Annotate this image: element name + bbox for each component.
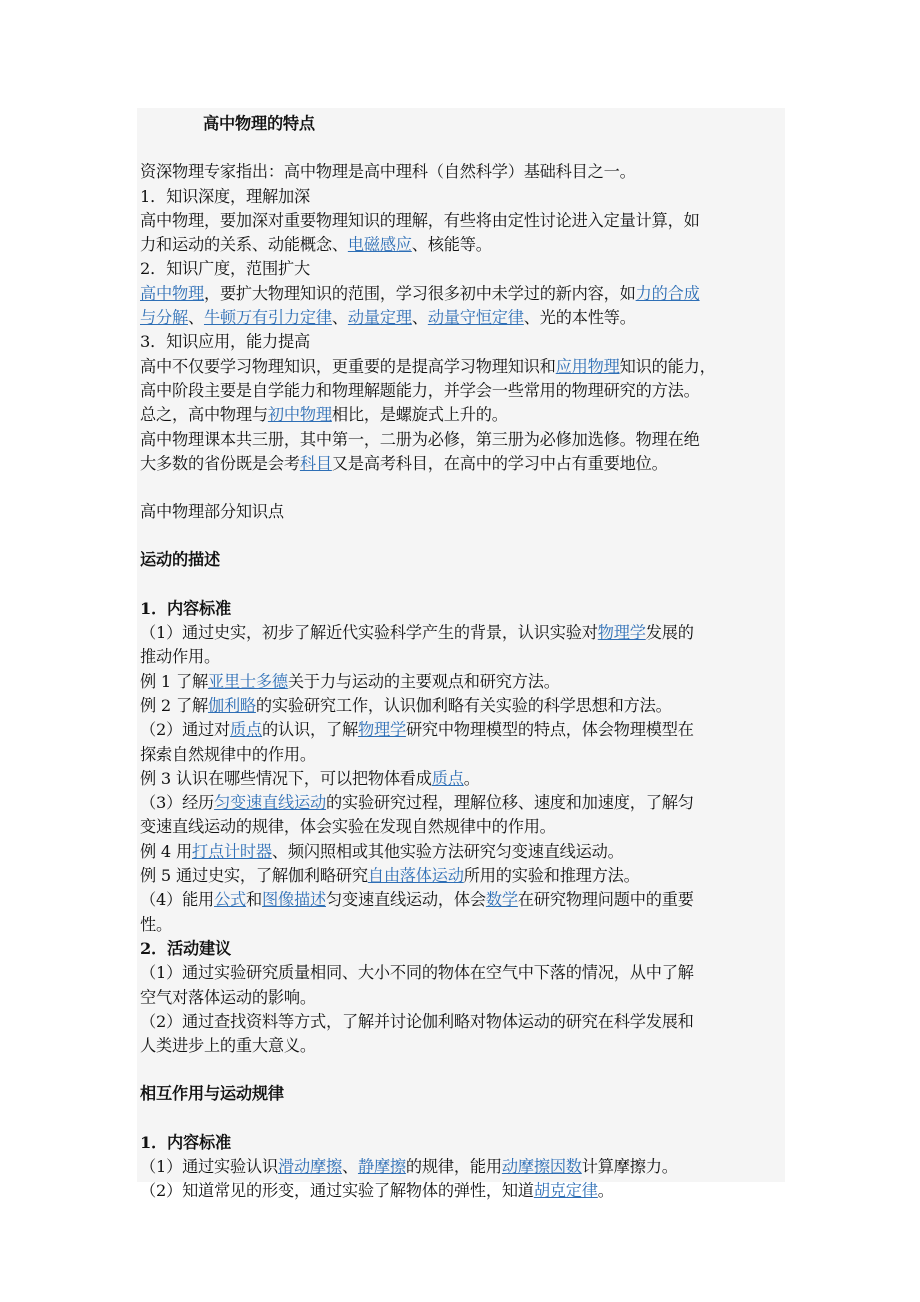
hyperlink[interactable]: 伽利略 [207, 695, 256, 715]
hyperlink[interactable]: 打点计时器 [191, 841, 272, 861]
text-span: 。 [597, 1181, 614, 1201]
document-body [140, 110, 785, 1204]
text-span: 相比，是螺旋式上升的。 [331, 405, 508, 425]
text-span: 匀变速直线运动，体会 [326, 890, 486, 910]
text-span: 关于力与运动的主要观点和研究方法。 [287, 671, 560, 691]
hyperlink[interactable]: 自由落体运动 [367, 866, 464, 886]
text-line [140, 233, 785, 257]
spacer [140, 1107, 785, 1131]
text-span: 发展的 [645, 623, 694, 643]
text-line [140, 209, 785, 233]
text-span: 总之，高中物理与 [140, 405, 268, 425]
hyperlink[interactable]: 初中物理 [267, 405, 332, 425]
hyperlink[interactable]: 动量定理 [347, 308, 412, 328]
text-span: 。 [463, 768, 480, 788]
text-span: 人类进步上的重大意义。 [140, 1036, 316, 1056]
hyperlink[interactable]: 数学 [485, 890, 518, 910]
text-line [140, 670, 785, 694]
text-span: 高中不仅要学习物理知识，更重要的是提高学习物理知识和 [140, 356, 556, 376]
text-line [140, 1155, 785, 1179]
text-span: 的认识，了解 [262, 720, 358, 740]
text-span: 研究中物理模型的特点，体会物理模型在 [405, 720, 694, 740]
text-span: 知识的能力， [619, 356, 716, 376]
hyperlink[interactable]: 亚里士多德 [207, 671, 288, 691]
hyperlink[interactable]: 静摩擦 [357, 1156, 406, 1176]
text-span: 大多数的省份既是会考 [140, 453, 300, 473]
text-line [140, 913, 785, 937]
text-line [140, 718, 785, 742]
text-line [140, 986, 785, 1010]
text-line [140, 1082, 785, 1106]
text-line [140, 330, 785, 354]
spacer [140, 1058, 785, 1082]
text-span: （2）通过查找资料等方式，了解并讨论伽利略对物体运动的研究在科学发展和 [140, 1011, 694, 1031]
hyperlink[interactable]: 动量守恒定律 [427, 308, 524, 328]
text-span: 、 [187, 308, 204, 328]
spacer [140, 476, 785, 500]
text-span: 空气对落体运动的影响。 [140, 987, 316, 1007]
text-line [140, 1010, 785, 1034]
hyperlink[interactable]: 图像描述 [262, 890, 326, 910]
spacer [140, 524, 785, 548]
text-span: 例 4 用 [140, 841, 192, 861]
text-span: 、频闪照相或其他实验方法研究匀变速直线运动。 [271, 841, 624, 861]
text-span: 3．知识应用，能力提高 [140, 332, 310, 352]
document-title: 高中物理的特点 [203, 114, 315, 133]
text-line [140, 548, 785, 572]
hyperlink[interactable]: 公式 [214, 890, 247, 910]
hyperlink[interactable]: 动摩擦因数 [501, 1156, 582, 1176]
text-span: 在研究物理问题中的重要 [517, 890, 694, 910]
text-line [140, 767, 785, 791]
text-line [140, 185, 785, 209]
text-span: 高中阶段主要是自学能力和物理解题能力，并学会一些常用的物理研究的方法。 [140, 380, 700, 400]
section-heading: 运动的描述 [140, 550, 220, 570]
text-span: 2．知识广度，范围扩大 [140, 259, 310, 279]
section-heading: 2．活动建议 [140, 938, 232, 958]
text-span: 、 [331, 308, 348, 328]
hyperlink[interactable]: 与分解 [140, 308, 188, 328]
text-span: （2）知道常见的形变，通过实验了解物体的弹性，知道 [140, 1181, 534, 1201]
text-line [140, 452, 785, 476]
hyperlink[interactable]: 科目 [299, 453, 332, 473]
text-span: 高中物理部分知识点 [140, 502, 284, 522]
text-span: 1．知识深度，理解加深 [140, 186, 310, 206]
hyperlink[interactable]: 牛顿万有引力定律 [203, 308, 332, 328]
text-span: 和 [246, 890, 263, 910]
text-span: 、 [411, 308, 428, 328]
text-span: 力和运动的关系、动能概念、 [140, 235, 348, 255]
text-span: 推动作用。 [140, 647, 220, 667]
text-span: 高中物理课本共三册，其中第一，二册为必修，第三册为必修加选修。物理在绝 [140, 429, 700, 449]
text-span: 的实验研究过程，理解位移、速度和加速度，了解匀 [325, 793, 694, 813]
text-span: 高中物理，要加深对重要物理知识的理解，有些将由定性讨论进入定量计算，如 [140, 210, 700, 230]
text-span: （1）通过实验研究质量相同、大小不同的物体在空气中下落的情况，从中了解 [140, 963, 694, 983]
text-line [140, 743, 785, 767]
hyperlink[interactable]: 质点 [431, 768, 464, 788]
text-line [140, 500, 785, 524]
text-span: 的实验研究工作，认识伽利略有关实验的科学思想和方法。 [255, 695, 672, 715]
hyperlink[interactable]: 应用物理 [555, 356, 620, 376]
text-line [140, 257, 785, 281]
text-span: 又是高考科目，在高中的学习中占有重要地位。 [331, 453, 668, 473]
text-span: 例 3 认识在哪些情况下，可以把物体看成 [140, 768, 432, 788]
hyperlink[interactable]: 电磁感应 [347, 235, 412, 255]
text-line [140, 160, 785, 184]
section-heading: 1．内容标准 [140, 1132, 232, 1152]
spacer [140, 136, 785, 160]
text-line [140, 1034, 785, 1058]
text-span: ，要扩大物理知识的范围，学习很多初中未学过的新内容，如 [203, 283, 636, 303]
text-span: 例 1 了解 [140, 671, 208, 691]
text-span: （3）经历 [140, 793, 215, 813]
text-span: （4）能用 [140, 890, 215, 910]
text-line [140, 694, 785, 718]
text-line [140, 379, 785, 403]
text-line [140, 815, 785, 839]
text-line [140, 645, 785, 669]
text-line [140, 355, 785, 379]
text-span: 变速直线运动的规律，体会实验在发现自然规律中的作用。 [140, 817, 556, 837]
document-page [137, 108, 785, 1201]
text-line [140, 282, 785, 306]
text-span: 例 2 了解 [140, 695, 208, 715]
hyperlink[interactable]: 物理学 [597, 623, 646, 643]
text-line [140, 1179, 785, 1203]
text-line [140, 961, 785, 985]
text-line [140, 937, 785, 961]
text-line [140, 403, 785, 427]
text-line [140, 888, 785, 912]
hyperlink[interactable]: 质点 [230, 720, 263, 740]
section-heading: 相互作用与运动规律 [140, 1084, 284, 1104]
spacer [140, 573, 785, 597]
text-span: 例 5 通过史实，了解伽利略研究 [140, 866, 368, 886]
text-line [140, 428, 785, 452]
text-span: 所用的实验和推理方法。 [463, 866, 640, 886]
text-span: （1）通过史实，初步了解近代实验科学产生的背景，认识实验对 [140, 623, 598, 643]
text-span: 、 [341, 1156, 358, 1176]
hyperlink[interactable]: 胡克定律 [533, 1181, 598, 1201]
text-line [140, 1131, 785, 1155]
text-span: 性。 [140, 914, 172, 934]
text-line [140, 621, 785, 645]
text-span: 资深物理专家指出：高中物理是高中理科（自然科学）基础科目之一。 [140, 162, 636, 182]
text-span: （2）通过对 [140, 720, 231, 740]
text-span: 、核能等。 [411, 235, 492, 255]
text-line [140, 840, 785, 864]
section-heading: 1．内容标准 [140, 598, 232, 618]
hyperlink[interactable]: 力的合成 [635, 283, 700, 303]
text-span: 探索自然规律中的作用。 [140, 744, 316, 764]
text-line [140, 791, 785, 815]
hyperlink[interactable]: 匀变速直线运动 [214, 793, 326, 813]
text-span: 的规律，能用 [405, 1156, 502, 1176]
text-span: 、光的本性等。 [523, 308, 636, 328]
text-line [140, 306, 785, 330]
hyperlink[interactable]: 高中物理 [140, 283, 204, 303]
hyperlink[interactable]: 物理学 [357, 720, 406, 740]
text-line [140, 597, 785, 621]
hyperlink[interactable]: 滑动摩擦 [278, 1156, 342, 1176]
text-span: （1）通过实验认识 [140, 1156, 278, 1176]
text-line [140, 864, 785, 888]
text-span: 计算摩擦力。 [581, 1156, 678, 1176]
